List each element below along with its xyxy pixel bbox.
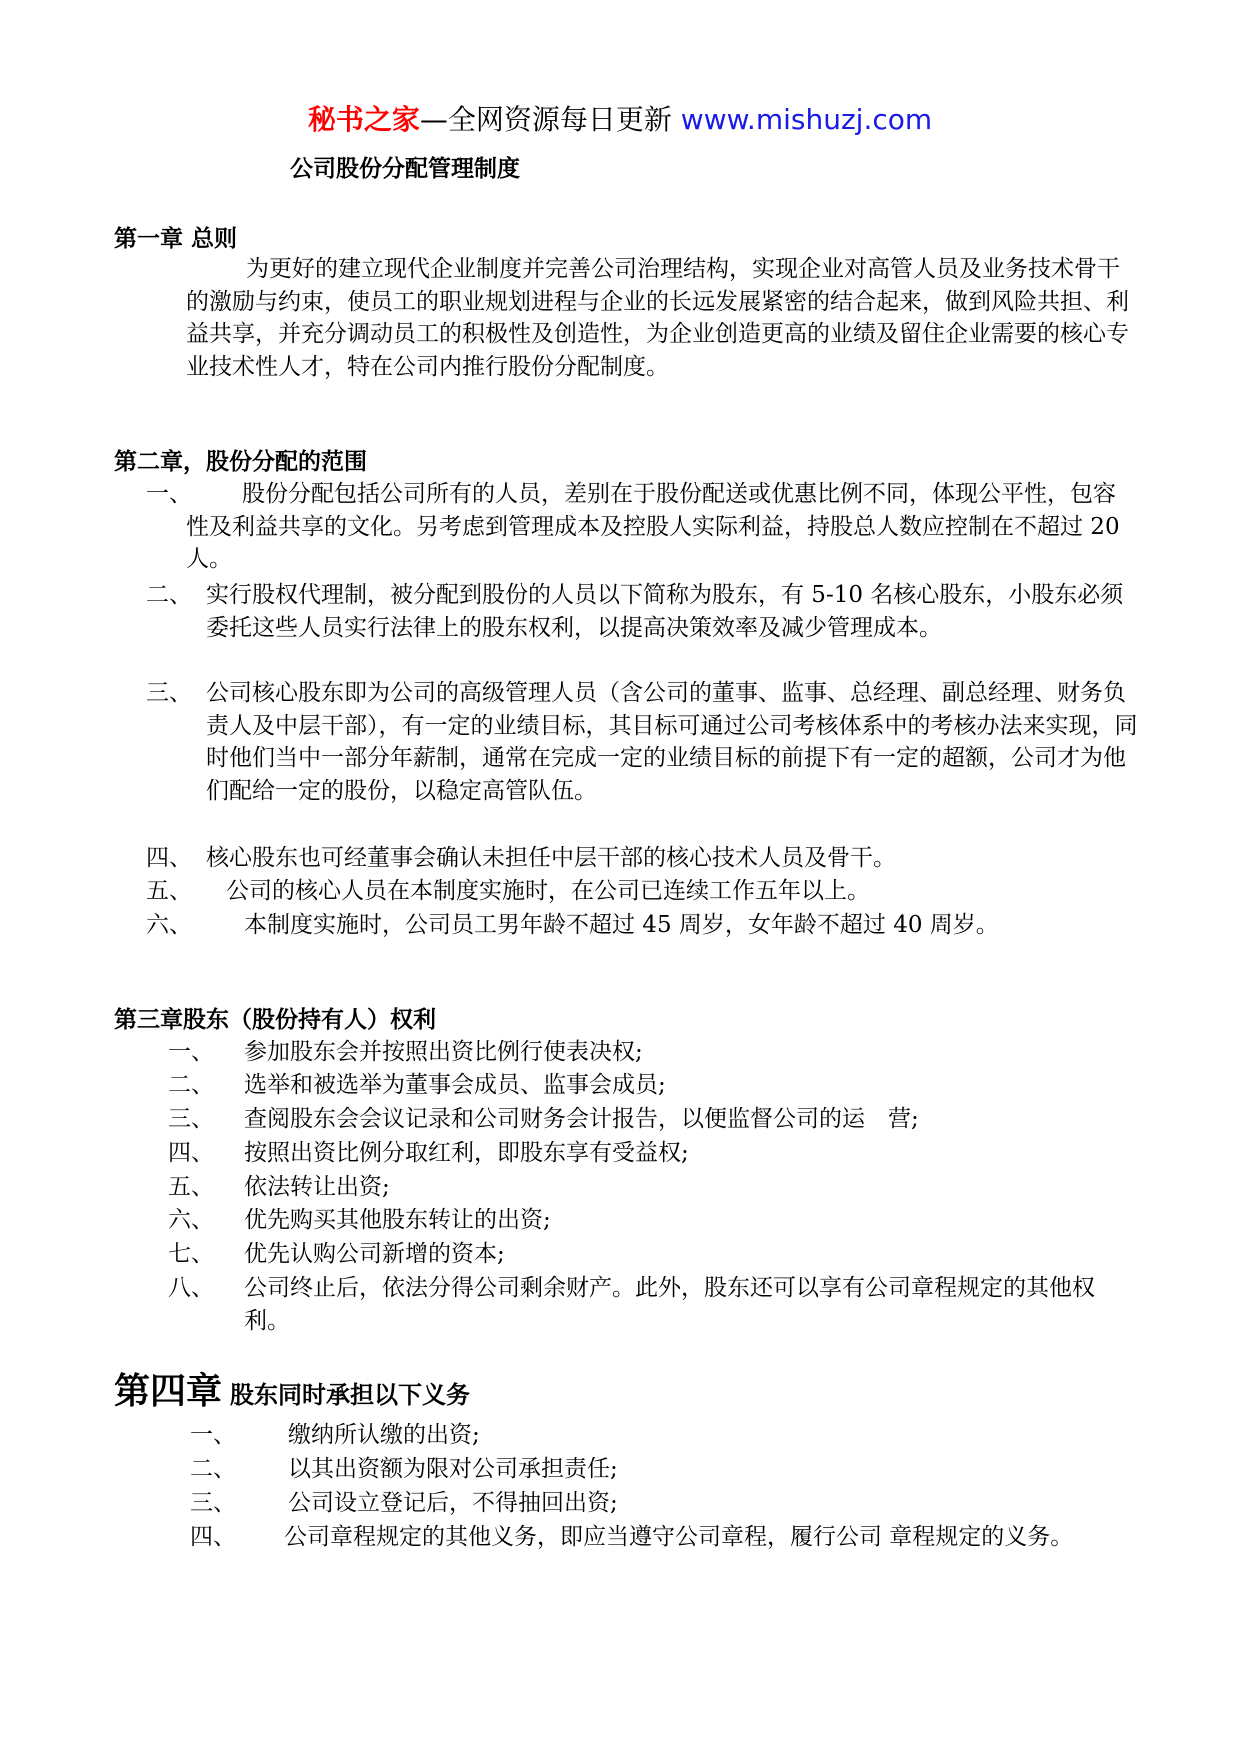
list-text: 参加股东会并按照出资比例行使表决权; [244,1039,643,1065]
list-marker: 三、 [146,680,192,706]
list-marker: 五、 [146,878,192,904]
list-marker: 二、 [168,1072,214,1098]
list-text: 公司核心股东即为公司的高级管理人员（含公司的董事、监事、总经理、副总经理、财务负责人及中层干部），有一定的业绩目标，其目标可通过公司考核体系中的考核办法来实现，同时他们当中一部分年薪制，通常在完成一定的业绩目标的前提下有一定的超额，公司才为他们配给一定的股份，以稳定高管队伍。 [206,680,1138,804]
list-item [146,842,1136,875]
list-item [146,579,1136,644]
list-marker: 一、 [190,1422,236,1448]
list-text: 依法转让出资; [244,1174,390,1200]
list-item [168,1272,1138,1337]
list-text: 股份分配包括公司所有的人员，差别在于股份配送或优惠比例不同，体现公平性，包容性及利益共享的文化。另考虑到管理成本及控股人实际利益，持股总人数应控制在不超过 20 人。 [186,481,1120,572]
list-marker: 七、 [168,1241,214,1267]
chapter-1-heading: 第一章 总则 [114,226,238,252]
brand-name: 秘书之家 [307,103,420,136]
list-marker: 八、 [168,1275,214,1301]
list-marker: 二、 [190,1456,236,1482]
chapter-2-heading: 第二章，股份分配的范围 [114,449,367,475]
list-marker: 二、 [146,582,192,608]
list-marker: 三、 [168,1106,214,1132]
chapter-3-heading: 第三章股东（股份持有人）权利 [114,1007,436,1033]
list-marker: 六、 [146,912,192,938]
list-item [168,1137,1138,1170]
list-text: 公司章程规定的其他义务，即应当遵守公司章程，履行公司 章程规定的义务。 [284,1524,1074,1550]
list-item [190,1521,1138,1554]
list-text: 缴纳所认缴的出资; [288,1422,480,1448]
list-item [168,1171,1138,1204]
chapter-4-title: 股东同时承担以下义务 [230,1381,471,1409]
list-item [168,1204,1138,1237]
list-item [190,1487,1138,1520]
document-title: 公司股份分配管理制度 [290,156,520,182]
list-item [168,1069,1138,1102]
list-text: 以其出资额为限对公司承担责任; [288,1456,618,1482]
list-marker: 四、 [146,845,192,871]
site-banner [0,100,1240,140]
banner-slogan: —全网资源每日更新 [419,103,672,136]
list-text: 查阅股东会会议记录和公司财务会计报告，以便监督公司的运 营; [244,1106,919,1132]
list-marker: 五、 [168,1174,214,1200]
chapter-4-heading [114,1370,470,1418]
list-marker: 一、 [168,1039,214,1065]
list-text: 优先购买其他股东转让的出资; [244,1207,551,1233]
list-item [146,875,1136,908]
site-url-link[interactable]: www.mishuzj.com [680,103,933,136]
list-item [146,909,1136,942]
list-item [168,1036,1138,1069]
list-text: 公司的核心人员在本制度实施时，在公司已连续工作五年以上。 [226,878,870,904]
chapter-4-number: 第四章 [114,1371,223,1412]
list-marker: 四、 [190,1524,236,1550]
list-marker: 三、 [190,1490,236,1516]
list-item [190,1453,1138,1486]
list-item [146,478,1136,576]
list-text: 优先认购公司新增的资本; [244,1241,505,1267]
list-item [168,1238,1138,1271]
list-text: 选举和被选举为董事会成员、监事会成员; [244,1072,666,1098]
list-text: 核心股东也可经董事会确认未担任中层干部的核心技术人员及骨干。 [206,845,896,871]
list-text: 公司终止后，依法分得公司剩余财产。此外，股东还可以享有公司章程规定的其他权利。 [244,1275,1095,1334]
list-marker: 一、 [146,481,192,507]
chapter-1-paragraph: 为更好的建立现代企业制度并完善公司治理结构，实现企业对高管人员及业务技术骨干的激励与约束，使员工的职业规划进程与企业的长远发展紧密的结合起来，做到风险共担、利益共享，并充分调动员工的积极性及创造性，为企业创造更高的业绩及留住企业需要的核心专业技术性人才，特在公司内推行股份分配制度。 [186,256,1129,380]
list-text: 按照出资比例分取红利，即股东享有受益权; [244,1140,689,1166]
list-text: 公司设立登记后，不得抽回出资; [288,1490,618,1516]
list-item [168,1103,1138,1136]
list-item [190,1419,1138,1452]
list-marker: 四、 [168,1140,214,1166]
list-text: 实行股权代理制，被分配到股份的人员以下简称为股东，有 5-10 名核心股东，小股东必须委托这些人员实行法律上的股东权利，以提高决策效率及减少管理成本。 [206,582,1124,641]
list-item [146,677,1143,807]
list-marker: 六、 [168,1207,214,1233]
list-text: 本制度实施时，公司员工男年龄不超过 45 周岁，女年龄不超过 40 周岁。 [244,912,999,938]
